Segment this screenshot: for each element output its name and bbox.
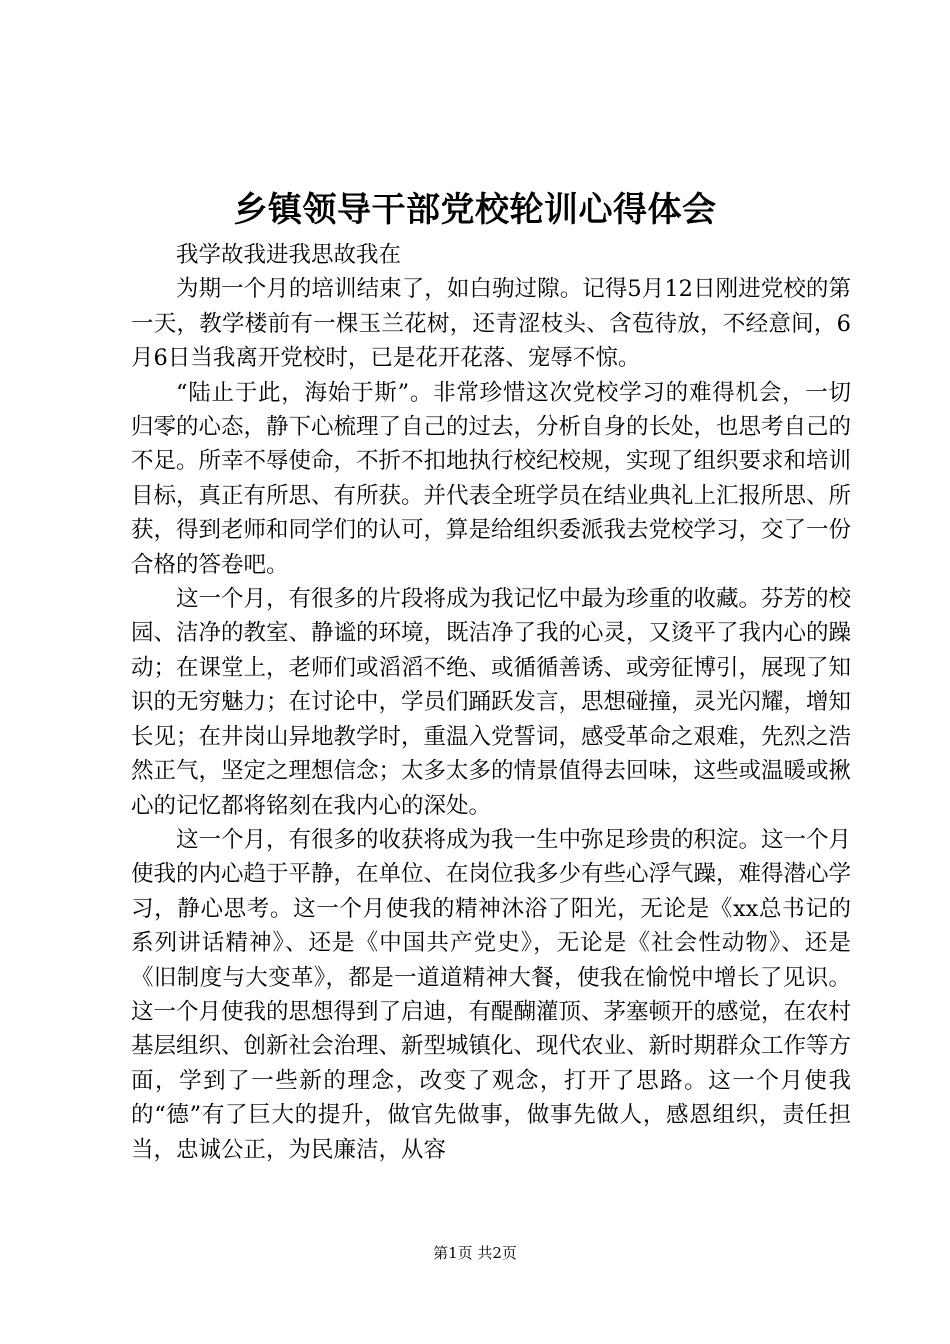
subtitle-paragraph: 我学故我进我思故我在	[176, 242, 402, 268]
body-paragraph-3: 这一个月，有很多的片段将成为我记忆中最为珍重的收藏。芬芳的校园、洁净的教室、静谧的环境，既洁净了我的心灵，又烫平了我内心的躁动；在课堂上，老师们或滔滔不绝、或循循善诱、或旁征博引，展现了知识的无穷魅力；在讨论中，学员们踊跃发言，思想碰撞，灵光闪耀，增知长见；在井岗山异地教学时，重温入党誓词，感受革命之艰难，先烈之浩然正气，坚定之理想信念；太多太多的情景值得去回味，这些或温暖或揪心的记忆都将铭刻在我内心的深处。	[131, 586, 852, 819]
body-paragraph-4: 这一个月，有很多的收获将成为我一生中弥足珍贵的积淀。这一个月使我的内心趋于平静，在单位、在岗位我多少有些心浮气躁，难得潜心学习，静心思考。这一个月使我的精神沐浴了阳光，无论是《xx总书记的系列讲话精神》、还是《中国共产党史》，无论是《社会性动物》、还是《旧制度与大变革》，都是一道道精神大餐，使我在愉悦中增长了见识。这一个月使我的思想得到了启迪，有醍醐灌顶、茅塞顿开的感觉，在农村基层组织、创新社会治理、新型城镇化、现代农业、新时期群众工作等方面，学到了一些新的理念，改变了观念，打开了思路。这一个月使我的“德”有了巨大的提升，做官先做事，做事先做人，感恩组织，责任担当，忠诚公正，为民廉洁，从容	[131, 826, 852, 1163]
document-title: 乡镇领导干部党校轮训心得体会	[233, 190, 717, 230]
body-paragraph-1: 为期一个月的培训结束了，如白驹过隙。记得5月12日刚进党校的第一天，教学楼前有一棵玉兰花树，还青涩枝头、含苞待放，不经意间，6月6日当我离开党校时，已是花开花落、宠辱不惊。	[131, 276, 851, 372]
document-body	[131, 238, 851, 1167]
body-paragraph-2: “陆止于此，海始于斯”。非常珍惜这次党校学习的难得机会，一切归零的心态，静下心梳理了自己的过去，分析自身的长处，也思考自己的不足。所幸不辱使命，不折不扣地执行校纪校规，实现了组织要求和培训目标，真正有所思、有所获。并代表全班学员在结业典礼上汇报所思、所获，得到老师和同学们的认可，算是给组织委派我去党校学习，交了一份合格的答卷吧。	[131, 379, 852, 578]
page-number-footer: 第1页 共2页	[433, 1244, 517, 1262]
